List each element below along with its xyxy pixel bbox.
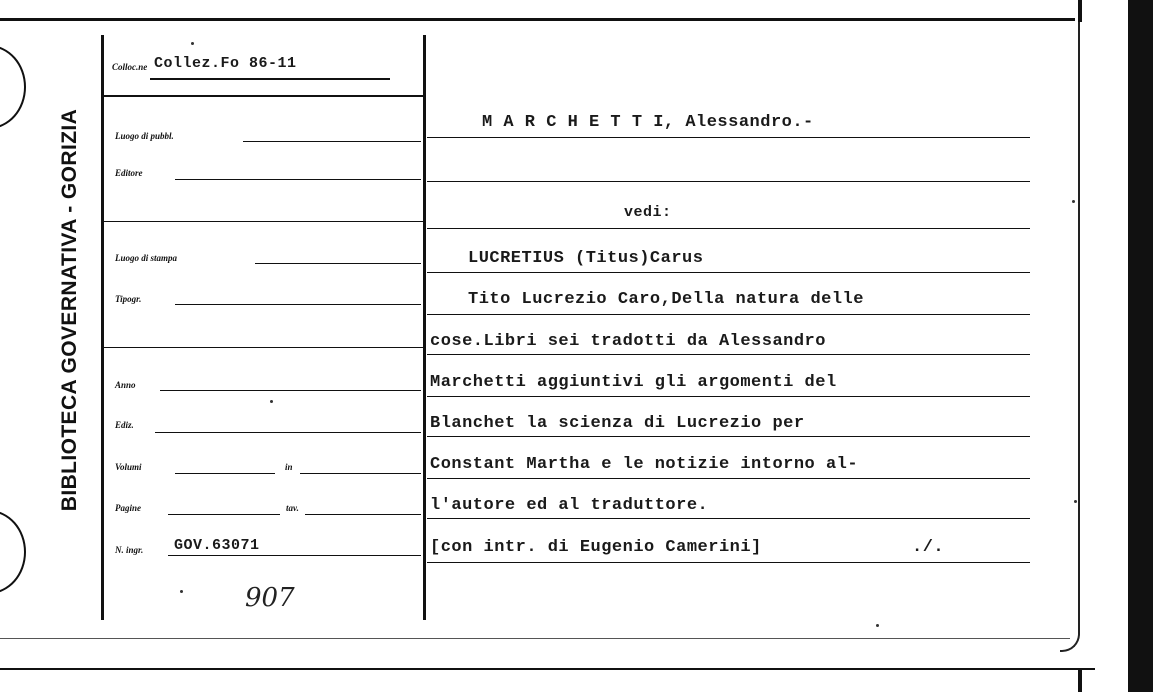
line-collocazione [150,78,390,80]
entry-line-2: cose.Libri sei tradotti da Alessandro [430,332,826,351]
label-tav: tav. [286,503,299,513]
line-pagine [168,514,280,515]
line-ediz [155,432,421,433]
entry-line-7: [con intr. di Eugenio Camerini] [430,538,762,557]
label-luogo-stampa: Luogo di stampa [115,253,178,263]
scan-right-rule-bottom [1078,668,1082,692]
label-ediz: Ediz. [115,420,134,430]
line-volumi [175,473,275,474]
rule-11 [427,562,1030,563]
card-right-edge [1060,20,1080,652]
entry-heading: LUCRETIUS (Titus)Carus [468,249,704,268]
rule-8 [427,436,1030,437]
handwritten-number: 907 [245,583,295,613]
value-collocazione: Collez.Fo 86-11 [154,55,297,72]
entry-line-6: l'autore ed al traduttore. [430,496,709,515]
entry-line-5: Constant Martha e le notizie intorno al- [430,455,859,474]
scan-speck [1074,500,1077,503]
line-anno [160,390,421,391]
divider-top [104,95,423,97]
scan-speck [180,590,183,593]
line-tipogr [175,304,421,305]
rule-1 [427,137,1030,138]
punch-hole-top [0,45,26,129]
scan-speck [876,624,879,627]
left-column-rule [101,35,104,620]
scan-right-rule [1078,0,1082,22]
line-luogo-stampa [255,263,421,264]
entry-line-1: Tito Lucrezio Caro,Della natura delle [468,290,864,309]
card-top-edge [0,18,1075,21]
entry-line-4: Blanchet la scienza di Lucrezio per [430,414,805,433]
line-luogo-pubbl [243,141,421,142]
rule-3 [427,228,1030,229]
scan-right-border [1128,0,1153,692]
center-column-rule [423,35,426,620]
label-collocazione: Colloc.ne [112,62,148,72]
divider-editore [104,221,423,222]
rule-5 [427,314,1030,315]
rule-10 [427,518,1030,519]
line-tav [305,514,421,515]
label-pagine: Pagine [115,503,141,513]
rule-6 [427,354,1030,355]
label-editore: Editore [115,168,143,178]
rule-9 [427,478,1030,479]
label-anno: Anno [115,380,136,390]
scan-bottom-line [0,668,1153,670]
label-n-ingr: N. ingr. [115,545,144,555]
library-name: BIBLIOTECA GOVERNATIVA - GORIZIA [58,108,81,512]
line-in [300,473,421,474]
line-editore [175,179,421,180]
scan-speck [1072,200,1075,203]
label-tipogr: Tipogr. [115,294,142,304]
value-n-ingr: GOV.63071 [174,537,260,554]
rule-2 [427,181,1030,182]
scan-right-gap [1095,0,1128,692]
label-volumi: Volumi [115,462,142,472]
rule-7 [427,396,1030,397]
label-luogo-pubbl: Luogo di pubbl. [115,131,174,141]
card-bottom-edge [0,638,1070,639]
entry-end-mark: ./. [912,538,945,557]
entry-line-3: Marchetti aggiuntivi gli argomenti del [430,373,837,392]
rule-4 [427,272,1030,273]
label-in: in [285,462,293,472]
entry-see: vedi: [624,204,672,221]
scan-speck [191,42,194,45]
scan-speck [270,400,273,403]
entry-author: M A R C H E T T I, Alessandro.- [482,113,814,132]
punch-hole-bottom [0,510,26,594]
line-n-ingr [168,555,421,556]
divider-tipogr [104,347,423,348]
